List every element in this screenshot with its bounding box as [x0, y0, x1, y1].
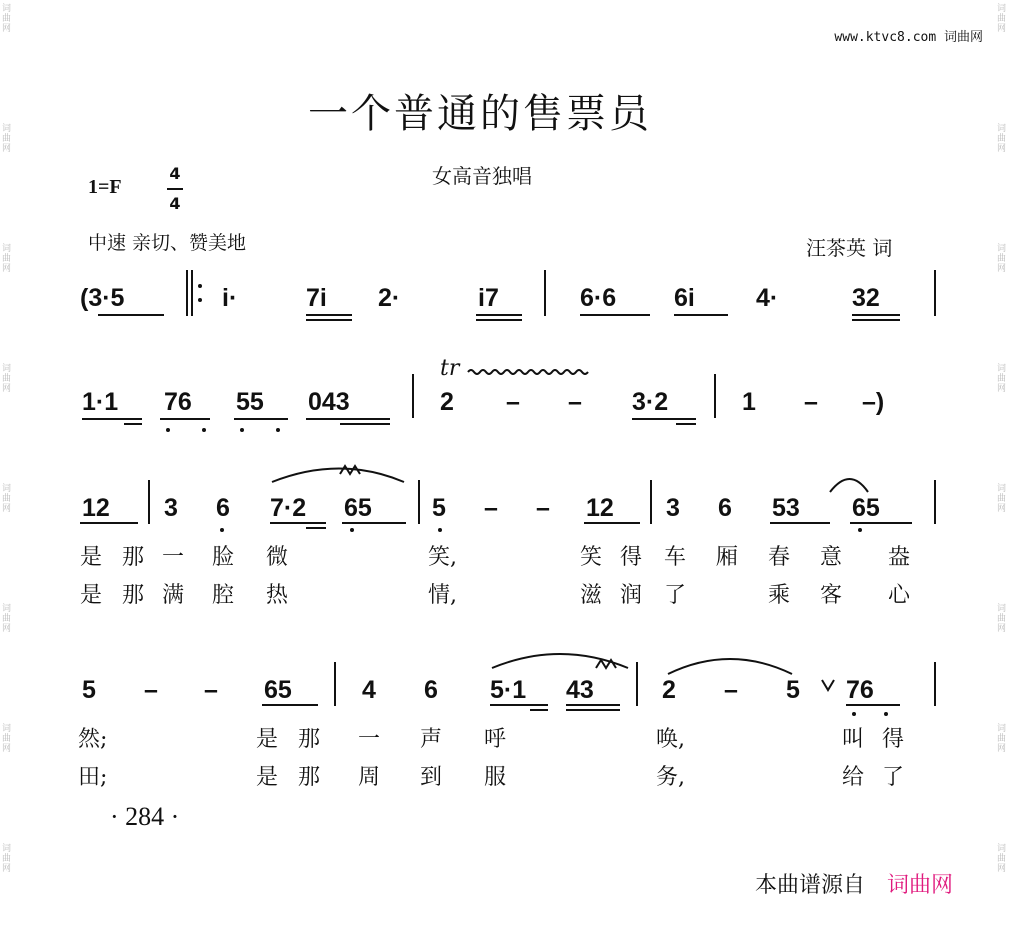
score-note: 76 [164, 388, 192, 416]
lyric: 周 [358, 765, 381, 790]
score-note: 2 [440, 388, 454, 416]
lyric: 乘 [768, 583, 791, 608]
beam [566, 704, 620, 706]
lyric: 腔 [212, 583, 235, 608]
lyric: 田; [78, 765, 108, 790]
lyric: 到 [420, 765, 443, 790]
score-note: 3 [164, 494, 178, 522]
lyric: 给 [842, 765, 865, 790]
dash: – [536, 494, 550, 522]
score-note: 53 [772, 494, 800, 522]
score-note: 65 [264, 676, 292, 704]
score-note: 7i [306, 284, 327, 312]
lyric: 得 [882, 727, 905, 752]
lyric: 了 [882, 765, 905, 790]
lyric: 盎 [888, 545, 911, 570]
score-note: 5 [82, 676, 96, 704]
dash: – [568, 388, 582, 416]
score-note: 2· [378, 284, 401, 312]
lyric: 是 [80, 583, 103, 608]
score-note: 7·2 [270, 494, 307, 522]
score-note: (3·5 [80, 284, 125, 312]
octave-dot [438, 528, 442, 532]
lyric: 是 [256, 765, 279, 790]
lyric: 微 [266, 545, 289, 570]
lyric: 满 [162, 583, 185, 608]
score-note: 6 [718, 494, 732, 522]
lyric: 是 [80, 545, 103, 570]
score-note: 65 [852, 494, 880, 522]
lyric: 那 [122, 583, 145, 608]
lyric: 一 [358, 727, 381, 752]
score-note: 6 [216, 494, 230, 522]
lyric: 然; [78, 727, 108, 752]
lyric: 心 [888, 583, 911, 608]
lyric: 服 [484, 765, 507, 790]
right-watermark: 词 曲 网 词 曲 网 词 曲 网 词 曲 网 词 曲 网 词 曲 网 词 曲 网 词 曲 网 [997, 4, 1007, 874]
dash: – [484, 494, 498, 522]
lyric: 呼 [484, 727, 507, 752]
dash: – [804, 388, 818, 416]
lyric: 厢 [716, 545, 739, 570]
beam [342, 522, 406, 524]
score-note: 1·1 [82, 388, 119, 416]
dash: – [506, 388, 520, 416]
left-watermark: 词 曲 网 词 曲 网 词 曲 网 词 曲 网 词 曲 网 词 曲 网 词 曲 网 词 曲 网 [2, 4, 12, 874]
lyric: 意 [820, 545, 843, 570]
barline [334, 662, 336, 706]
score-note: 6 [424, 676, 438, 704]
key-signature: 1=F [88, 176, 122, 198]
site-url[interactable]: www.ktvc8.com 词曲网 [834, 30, 983, 45]
beam [846, 704, 900, 706]
lyric: 客 [820, 583, 843, 608]
score-note: 4· [756, 284, 779, 312]
score-note: i· [222, 284, 238, 312]
barline [650, 480, 652, 524]
lyric: 一 [162, 545, 185, 570]
source-brand-link[interactable]: 词曲网 [887, 873, 954, 898]
score-note: 5·1 [490, 676, 527, 704]
beam [80, 522, 138, 524]
dash: – [204, 676, 218, 704]
score-note: i7 [478, 284, 499, 312]
lyric: 叫 [842, 727, 865, 752]
lyric: 那 [298, 727, 321, 752]
score-note: 12 [82, 494, 110, 522]
beam [262, 704, 318, 706]
lyricist-credit: 汪茶英 词 [806, 236, 893, 260]
dash: –) [862, 388, 885, 416]
song-title: 一个普通的售票员 [308, 91, 652, 137]
score-note: 32 [852, 284, 880, 312]
beam [584, 522, 640, 524]
lyric: 笑, [428, 545, 457, 570]
score-note: 6i [674, 284, 695, 312]
lyric: 声 [420, 727, 443, 752]
score-note: 6·6 [580, 284, 617, 312]
lyric: 春 [768, 545, 791, 570]
score-note: 76 [846, 676, 874, 704]
score-note: 43 [566, 676, 594, 704]
lyric: 情, [428, 583, 457, 608]
beam [306, 527, 326, 529]
page-number: · 284 · [110, 802, 180, 831]
score-note: 65 [344, 494, 372, 522]
octave-dot [852, 712, 856, 716]
lyric: 润 [620, 583, 643, 608]
lyric: 滋 [580, 583, 603, 608]
score-note: 1 [742, 388, 756, 416]
lyric: 笑 [580, 545, 603, 570]
beam [270, 522, 326, 524]
lyric: 热 [266, 583, 289, 608]
score-note: 55 [236, 388, 264, 416]
barline [934, 480, 936, 524]
score-note: 2 [662, 676, 676, 704]
barline [148, 480, 150, 524]
score-note: 3·2 [632, 388, 669, 416]
octave-dot [858, 528, 862, 532]
beam [566, 709, 620, 711]
score-note: 12 [586, 494, 614, 522]
song-subtitle: 女高音独唱 [432, 164, 532, 188]
barline [934, 662, 936, 706]
beam [490, 704, 548, 706]
lyric: 那 [122, 545, 145, 570]
lyric: 得 [620, 545, 643, 570]
lyric: 了 [664, 583, 687, 608]
source-credit [755, 868, 953, 899]
beam [530, 709, 548, 711]
lyric: 是 [256, 727, 279, 752]
trill-mark: tr [440, 356, 460, 381]
time-signature: 4 4 [166, 160, 184, 218]
barline [418, 480, 420, 524]
beam [850, 522, 912, 524]
score-note: 043 [308, 388, 350, 416]
score-note: 4 [362, 676, 376, 704]
lyric: 那 [298, 765, 321, 790]
tempo-marking: 中速 亲切、赞美地 [88, 232, 247, 254]
dash: – [144, 676, 158, 704]
octave-dot [884, 712, 888, 716]
dash: – [724, 676, 738, 704]
beam [770, 522, 830, 524]
octave-dot [350, 528, 354, 532]
lyric: 车 [664, 545, 687, 570]
source-label: 本曲谱源自 [755, 873, 866, 898]
score-note: 3 [666, 494, 680, 522]
score-note: 5 [432, 494, 446, 522]
score-note: 5 [786, 676, 800, 704]
lyric: 唤, [656, 727, 685, 752]
octave-dot [220, 528, 224, 532]
barline [636, 662, 638, 706]
lyric: 脸 [212, 545, 235, 570]
lyric: 务, [656, 765, 685, 790]
